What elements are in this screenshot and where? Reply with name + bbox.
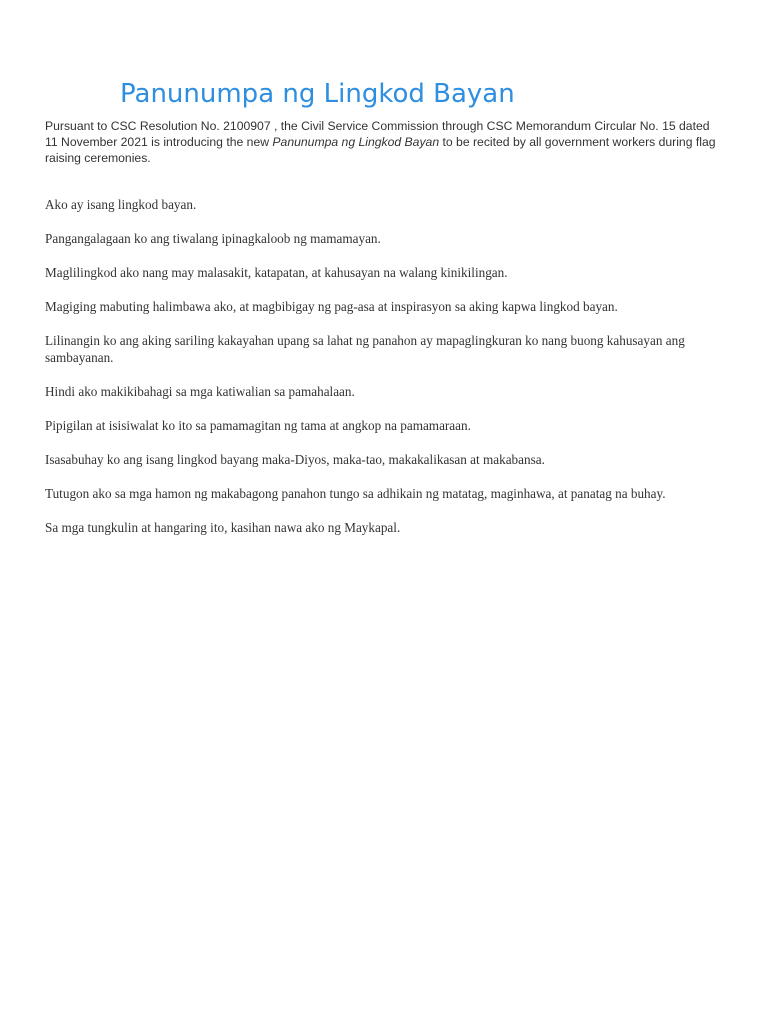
document-title: Panunumpa ng Lingkod Bayan xyxy=(120,79,515,109)
oath-line: Tutugon ako sa mga hamon ng makabagong panahon tungo sa adhikain ng matatag, maginhawa, at panatag na buhay. xyxy=(45,486,666,501)
oath-line: Pipigilan at isisiwalat ko ito sa pamamagitan ng tama at angkop na pamamaraan. xyxy=(45,418,471,433)
oath-line: Sa mga tungkulin at hangaring ito, kasihan nawa ako ng Maykapal. xyxy=(45,520,401,535)
oath-line: Maglilingkod ako nang may malasakit, katapatan, at kahusayan na walang kinikilingan. xyxy=(45,265,508,280)
oath-line: Ako ay isang lingkod bayan. xyxy=(45,197,197,212)
oath-line: Magiging mabuting halimbawa ako, at magbibigay ng pag-asa at inspirasyon sa aking kapwa lingkod bayan. xyxy=(45,299,618,314)
oath-line: Isasabuhay ko ang isang lingkod bayang maka-Diyos, maka-tao, makakalikasan at makabansa. xyxy=(45,452,545,467)
intro-text-after: to be recited by all government workers during flag raising ceremonies. xyxy=(45,135,716,165)
oath-line: Hindi ako makikibahagi sa mga katiwalian sa pamahalaan. xyxy=(45,384,355,399)
oath-text xyxy=(45,196,730,553)
intro-text-before: Pursuant to CSC Resolution No. 2100907 , the Civil Service Commission through CSC Memorandum Circular No. 15 dated 11 November 2021 is introducing the new xyxy=(45,119,710,149)
intro-emphasis: Panunumpa ng Lingkod Bayan xyxy=(272,135,440,149)
oath-line: Lilinangin ko ang aking sariling kakayahan upang sa lahat ng panahon ay mapaglingkuran ko nang buong kahusayan ang sambayanan. xyxy=(45,333,685,365)
intro-paragraph xyxy=(45,118,725,166)
oath-line: Pangangalagaan ko ang tiwalang ipinagkaloob ng mamamayan. xyxy=(45,231,381,246)
